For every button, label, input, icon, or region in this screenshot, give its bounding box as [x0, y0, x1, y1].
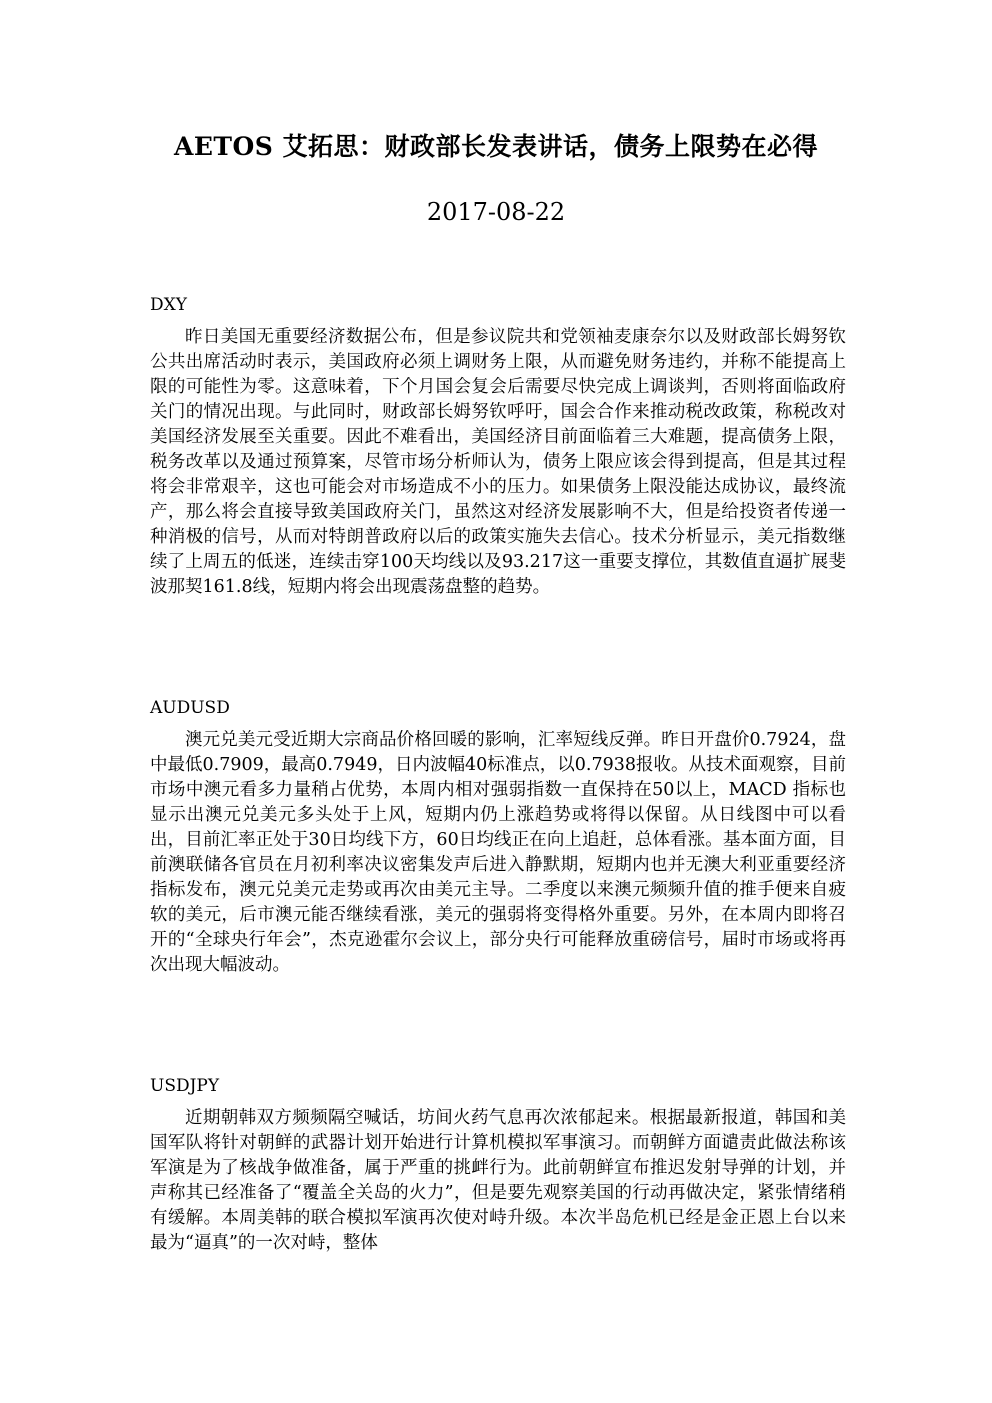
document-title: AETOS 艾拓思：财政部长发表讲话，债务上限势在必得: [173, 132, 819, 161]
document-date: 2017-08-22: [426, 198, 566, 226]
section-body: 近期朝韩双方频频隔空喊话，坊间火药气息再次浓郁起来。根据最新报道，韩国和美国军队将针对朝鲜的武器计划开始进行计算机模拟军事演习。而朝鲜方面谴责此做法称该军演是为了核战争做准备，属于严重的挑衅行为。此前朝鲜宣布推迟发射导弹的计划，并声称其已经准备了“覆盖全关岛的火力”，但是要先观察美国的行动再做决定，紧张情绪稍有缓解。本周美韩的联合模拟军演再次使对峙升级。本次半岛危机已经是金正恩上台以来最为“逼真”的一次对峙，整体: [150, 1108, 846, 1253]
section-body: 昨日美国无重要经济数据公布，但是参议院共和党领袖麦康奈尔以及财政部长姆努钦公共出席活动时表示，美国政府必须上调财务上限，从而避免财务违约，并称不能提高上限的可能性为零。这意味着，下个月国会复会后需要尽快完成上调谈判，否则将面临政府关门的情况出现。与此同时，财政部长姆努钦呼吁，国会合作来推动税改政策，称税改对美国经济发展至关重要。因此不难看出，美国经济目前面临着三大难题，提高债务上限，税务改革以及通过预算案，尽管市场分析师认为，债务上限应该会得到提高，但是其过程将会非常艰辛，这也可能会对市场造成不小的压力。如果债务上限没能达成协议，最终流产，那么将会直接导致美国政府关门，虽然这对经济发展影响不大，但是给投资者传递一种消极的信号，从而对特朗普政府以后的政策实施失去信心。技术分析显示，美元指数继续了上周五的低迷，连续击穿100天均线以及93.217这一重要支撑位，其数值直逼扩展斐波那契161.8线，短期内将会出现震荡盘整的趋势。: [150, 327, 846, 597]
section-usdjpy: [150, 1074, 846, 1256]
section-heading: DXY: [150, 295, 187, 315]
section-heading: AUDUSD: [150, 698, 230, 718]
section-audusd: [150, 696, 846, 978]
section-heading: USDJPY: [150, 1076, 220, 1096]
section-dxy: [150, 293, 846, 600]
section-body: 澳元兑美元受近期大宗商品价格回暖的影响，汇率短线反弹。昨日开盘价0.7924，盘中最低0.7909，最高0.7949，日内波幅40标准点，以0.7938报收。从技术面观察，目前市场中澳元看多力量稍占优势，本周内相对强弱指数一直保持在50以上，MACD 指标也显示出澳元兑美元多头处于上风，短期内仍上涨趋势或将得以保留。从日线图中可以看出，目前汇率正处于30日均线下方，60日均线正在向上追赶，总体看涨。基本面方面，目前澳联储各官员在月初利率决议密集发声后进入静默期，短期内也并无澳大利亚重要经济指标发布，澳元兑美元走势或再次由美元主导。二季度以来澳元频频升值的推手便来自疲软的美元，后市澳元能否继续看涨，美元的强弱将变得格外重要。另外，在本周内即将召开的“全球央行年会”，杰克逊霍尔会议上，部分央行可能释放重磅信号，届时市场或将再次出现大幅波动。: [150, 730, 846, 975]
